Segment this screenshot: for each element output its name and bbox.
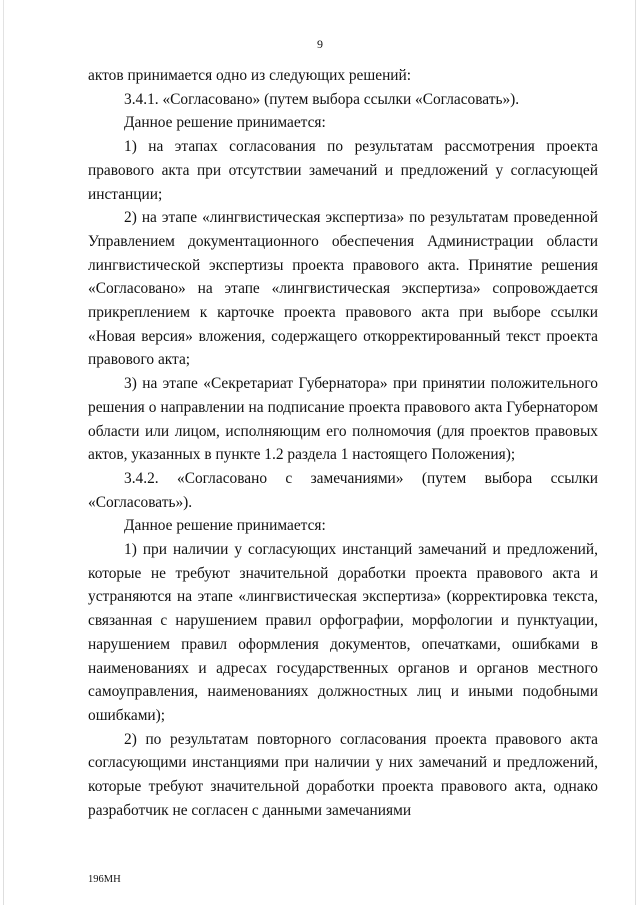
scan-edge-right bbox=[635, 0, 636, 905]
paragraph-item-3-4-1: 3.4.1. «Согласовано» (путем выбора ссылки «Согласовать»). bbox=[124, 90, 520, 108]
paragraph-subitem-3: 3) на этапе «Секретариат Губернатора» при принятии положительного решения о направлении на подписание проекта правового акта Губернатором области или лицом, исполняющим его полномочия (для проектов правовых актов, указанных в пункте 1.2 раздела 1 настоящего Положения); bbox=[88, 375, 598, 464]
scan-edge-left bbox=[3, 0, 4, 905]
paragraph-decision-intro-2: Данное решение принимается: bbox=[124, 517, 326, 535]
paragraph-subitem-1-b: 1) при наличии у согласующих инстанций замечаний и предложений, которые не требуют значительной доработки проекта правового акта и устраняются на этапе «лингвистическая экспертиза» (корректировка текста, связанная с нарушением правил орфографии, морфологии и пунктуации, нарушением правил оформления документов, опечатками, ошибками в наименованиях и адресах государственных органов и органов местного самоуправления, наименованиях должностных лиц и иными подобными ошибками); bbox=[88, 541, 598, 724]
paragraph-item-3-4-2: 3.4.2. «Согласовано с замечаниями» (путем выбора ссылки «Согласовать»). bbox=[88, 469, 598, 511]
paragraph-subitem-1: 1) на этапах согласования по результатам рассмотрения проекта правового акта при отсутствии замечаний и предложений у согласующей инстанции; bbox=[88, 138, 598, 203]
paragraph-subitem-2-b: 2) по результатам повторного согласования проекта правового акта согласующими инстанциями при наличии у них замечаний и предложений, которые требуют значительной доработки проекта правового акта, однако разработчик не согласен с данными замечаниями bbox=[88, 730, 598, 819]
page-number: 9 bbox=[317, 37, 323, 51]
paragraph-continuation: актов принимается одно из следующих решений: bbox=[88, 67, 412, 84]
paragraph-decision-intro: Данное решение принимается: bbox=[124, 114, 326, 132]
footer-document-code: 196МН bbox=[88, 874, 121, 885]
paragraph-subitem-2: 2) на этапе «лингвистическая экспертиза» по результатам проведенной Управлением документационного обеспечения Администрации области лингвистической экспертизы проекта правового акта. Принятие решения «Согласовано» на этапе «лингвистическая экспертиза» сопровождается прикреплением к карточке проекта правового акта при выборе ссылки «Новая версия» вложения, содержащего откорректированный текст проекта правового акта; bbox=[88, 209, 598, 369]
document-body bbox=[88, 64, 598, 823]
